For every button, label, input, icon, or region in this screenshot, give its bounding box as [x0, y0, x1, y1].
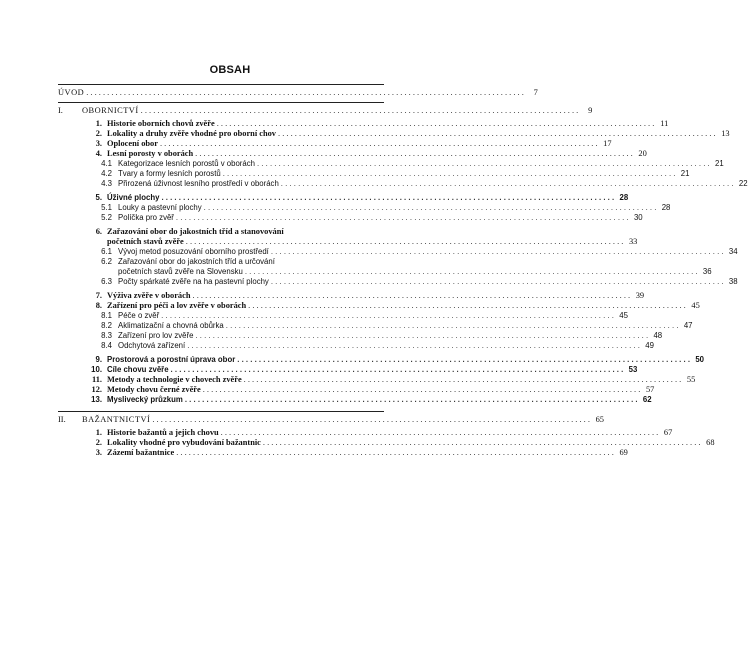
- leader-dots: [152, 415, 590, 425]
- leader-dots: [176, 213, 629, 223]
- toc-item-label: Metody chovu černé zvěře: [107, 385, 201, 394]
- toc-item-num: 13.: [91, 395, 102, 404]
- toc-subitem[interactable]: [58, 247, 738, 257]
- toc-item-num: 3.: [95, 448, 102, 457]
- leader-dots: [281, 179, 734, 189]
- leader-dots: [278, 129, 716, 139]
- toc-subitem-label: Zařazování obor do jakostních tříd a určování: [118, 257, 275, 266]
- toc-section-1[interactable]: [58, 106, 593, 116]
- leader-dots: [217, 119, 655, 129]
- toc-subitem[interactable]: [58, 159, 724, 169]
- leader-dots: [221, 428, 659, 438]
- toc-subitem[interactable]: [58, 213, 643, 223]
- leader-dots: [86, 88, 524, 98]
- toc-section-page: 65: [595, 415, 604, 424]
- toc-item-page: 13: [721, 129, 730, 138]
- toc-item-num: 10.: [91, 365, 102, 374]
- toc-item-line1[interactable]: [58, 227, 384, 237]
- toc-subitem-label: Tvary a formy lesních porostů: [118, 169, 221, 178]
- leader-dots: [263, 438, 701, 448]
- leader-dots: [257, 159, 710, 169]
- toc-subitem-num: 5.2: [101, 213, 112, 222]
- leader-dots: [271, 277, 724, 287]
- table-of-contents: [58, 84, 748, 458]
- toc-item-label: Zařazování obor do jakostních tříd a stanovování: [107, 227, 284, 236]
- toc-item-label: Metody a technologie v chovech zvěře: [107, 375, 242, 384]
- toc-item[interactable]: [58, 301, 700, 311]
- toc-subitem-page: 22: [738, 179, 748, 188]
- toc-item-label: Myslivecký průzkum: [107, 395, 183, 404]
- toc-item-num: 9.: [95, 355, 102, 364]
- toc-item-page: 55: [686, 375, 696, 384]
- leader-dots: [271, 247, 724, 257]
- toc-section-label: OBORNICTVÍ: [82, 106, 139, 115]
- toc-item-label: Zázemí bažantnice: [107, 448, 175, 457]
- toc-subitem-num: 8.4: [101, 341, 112, 350]
- toc-section-2[interactable]: [58, 415, 604, 425]
- toc-item-num: 4.: [95, 149, 102, 158]
- toc-subitem-line2[interactable]: [58, 267, 712, 277]
- leader-dots: [223, 169, 676, 179]
- toc-item-label: Výživa zvěře v oborách: [107, 291, 191, 300]
- toc-item-num: 5.: [95, 193, 102, 202]
- toc-subitem-label: Počty spárkaté zvěře na ha pastevní plochy: [118, 277, 269, 286]
- toc-item-num: 6.: [95, 227, 102, 236]
- toc-subitem-num: 6.3: [101, 277, 112, 286]
- toc-item[interactable]: [58, 291, 645, 301]
- leader-dots: [193, 291, 631, 301]
- toc-item-num: 1.: [95, 428, 102, 437]
- toc-item-page: 53: [628, 365, 638, 374]
- toc-item[interactable]: [58, 149, 647, 159]
- toc-item[interactable]: [58, 395, 652, 405]
- toc-item-page: 67: [663, 428, 673, 437]
- toc-item[interactable]: [58, 448, 628, 458]
- toc-subitem[interactable]: [58, 321, 693, 331]
- toc-subitem-page: 21: [680, 169, 690, 178]
- toc-section-page: 9: [588, 106, 593, 115]
- leader-dots: [248, 301, 686, 311]
- leader-dots: [195, 331, 648, 341]
- leader-dots: [161, 311, 614, 321]
- toc-item-num: 2.: [95, 129, 102, 138]
- toc-item-num: 2.: [95, 438, 102, 447]
- toc-item-page: 62: [642, 395, 652, 404]
- toc-subitem-num: 4.1: [101, 159, 112, 168]
- toc-item[interactable]: [58, 193, 629, 203]
- toc-item-page: 20: [638, 149, 647, 158]
- toc-item[interactable]: [58, 385, 655, 395]
- toc-subitem[interactable]: [58, 169, 690, 179]
- toc-entry-label: ÚVOD: [58, 88, 85, 97]
- leader-dots: [141, 106, 579, 116]
- toc-item-page: 69: [619, 448, 628, 457]
- leader-dots: [204, 203, 657, 213]
- toc-item-label: Oplocení obor: [107, 139, 158, 148]
- toc-subitem-page: 45: [619, 311, 628, 320]
- leader-dots: [244, 375, 682, 385]
- toc-item-label: početních stavů zvěře: [107, 237, 184, 246]
- toc-entry-uvod[interactable]: [58, 88, 538, 98]
- leader-dots: [245, 267, 698, 277]
- toc-item-line2[interactable]: [58, 237, 638, 247]
- toc-item-num: 1.: [95, 119, 102, 128]
- toc-subitem-num: 8.3: [101, 331, 112, 340]
- toc-subitem-page: 30: [633, 213, 643, 222]
- toc-item[interactable]: [58, 119, 669, 129]
- toc-item[interactable]: [58, 139, 612, 149]
- toc-subitem-label: Zařízení pro lov zvěře: [118, 331, 194, 340]
- page-title: OBSAH: [209, 64, 251, 76]
- toc-subitem[interactable]: [58, 203, 671, 213]
- toc-subitem-label: početních stavů zvěře na Slovensku: [118, 267, 243, 276]
- toc-item-page: 57: [645, 385, 655, 394]
- toc-subitem-label: Políčka pro zvěř: [118, 213, 174, 222]
- toc-item-page: 50: [695, 355, 704, 364]
- toc-item-page: 45: [691, 301, 700, 310]
- toc-item-num: 11.: [91, 375, 102, 384]
- toc-item-page: 68: [706, 438, 715, 447]
- toc-item-num: 3.: [95, 139, 102, 148]
- toc-subitem-page: 36: [702, 267, 712, 276]
- toc-subitem-label: Přirozená úživnost lesního prostředí v oborách: [118, 179, 279, 188]
- toc-subitem-label: Vývoj metod posuzování oborního prostředí: [118, 247, 269, 256]
- toc-item-page: 17: [603, 139, 612, 148]
- toc-subitem-page: 28: [661, 203, 671, 212]
- toc-subitem-label: Péče o zvěř: [118, 311, 160, 320]
- leader-dots: [195, 149, 633, 159]
- toc-item-label: Historie bažantů a jejich chovu: [107, 428, 219, 437]
- leader-dots: [237, 355, 690, 365]
- toc-item-page: 11: [660, 119, 669, 128]
- leader-dots: [160, 139, 598, 149]
- toc-item-label: Prostorová a porostní úprava obor: [107, 355, 236, 364]
- toc-item[interactable]: [58, 355, 704, 365]
- toc-subitem-page: 47: [683, 321, 693, 330]
- leader-dots: [176, 448, 614, 458]
- leader-dots: [187, 341, 640, 351]
- toc-subitem-page: 49: [645, 341, 654, 350]
- toc-section-num: I.: [58, 106, 63, 115]
- toc-subitem-num: 8.2: [101, 321, 112, 330]
- toc-subitem-num: 6.2: [101, 257, 112, 266]
- toc-item-page: 28: [619, 193, 629, 202]
- toc-item-num: 7.: [95, 291, 102, 300]
- toc-item-label: Lokality a druhy zvěře vhodné pro oborní chov: [107, 129, 276, 138]
- leader-dots: [226, 321, 679, 331]
- toc-item-label: Zařízení pro péči a lov zvěře v oborách: [107, 301, 247, 310]
- toc-subitem-num: 8.1: [101, 311, 112, 320]
- toc-subitem[interactable]: [58, 331, 663, 341]
- toc-item-num: 12.: [91, 385, 102, 394]
- toc-item-num: 8.: [95, 301, 102, 310]
- toc-subitem-label: Kategorizace lesních porostů v oborách: [118, 159, 255, 168]
- toc-subitem[interactable]: [58, 179, 748, 189]
- toc-section-num: II.: [58, 415, 66, 424]
- toc-item[interactable]: [58, 365, 638, 375]
- toc-subitem-page: 34: [728, 247, 738, 256]
- toc-item-page: 39: [635, 291, 645, 300]
- toc-subitem-label: Louky a pastevní plochy: [118, 203, 202, 212]
- toc-subitem-line1[interactable]: [58, 257, 384, 267]
- toc-subitem-label: Aklimatizační a chovná obůrka: [118, 321, 224, 330]
- toc-subitem-page: 38: [728, 277, 738, 286]
- toc-item[interactable]: [58, 428, 673, 438]
- leader-dots: [161, 193, 614, 203]
- toc-subitem-num: 4.2: [101, 169, 112, 178]
- toc-subitem-page: 48: [653, 331, 663, 340]
- toc-item-label: Lesní porosty v oborách: [107, 149, 194, 158]
- toc-subitem-label: Odchytová zařízení: [118, 341, 186, 350]
- toc-subitem[interactable]: [58, 341, 654, 351]
- leader-dots: [203, 385, 641, 395]
- leader-dots: [185, 395, 638, 405]
- leader-dots: [171, 365, 624, 375]
- toc-subitem[interactable]: [58, 277, 738, 287]
- leader-dots: [186, 237, 624, 247]
- toc-item[interactable]: [58, 129, 730, 139]
- toc-item-label: Lokality vhodné pro vybudování bažantnic: [107, 438, 261, 447]
- toc-subitem-page: 21: [715, 159, 724, 168]
- toc-item-label: Historie oborních chovů zvěře: [107, 119, 215, 128]
- toc-item-label: Cíle chovu zvěře: [107, 365, 169, 374]
- toc-item[interactable]: [58, 375, 696, 385]
- toc-subitem-num: 5.1: [101, 203, 112, 212]
- toc-subitem-num: 6.1: [101, 247, 112, 256]
- toc-entry-page: 7: [533, 88, 538, 97]
- toc-subitem-num: 4.3: [101, 179, 112, 188]
- toc-subitem[interactable]: [58, 311, 628, 321]
- toc-item[interactable]: [58, 438, 715, 448]
- toc-item-page: 33: [628, 237, 638, 246]
- toc-item-label: Úživné plochy: [107, 193, 160, 202]
- toc-section-label: BAŽANTNICTVÍ: [82, 415, 151, 424]
